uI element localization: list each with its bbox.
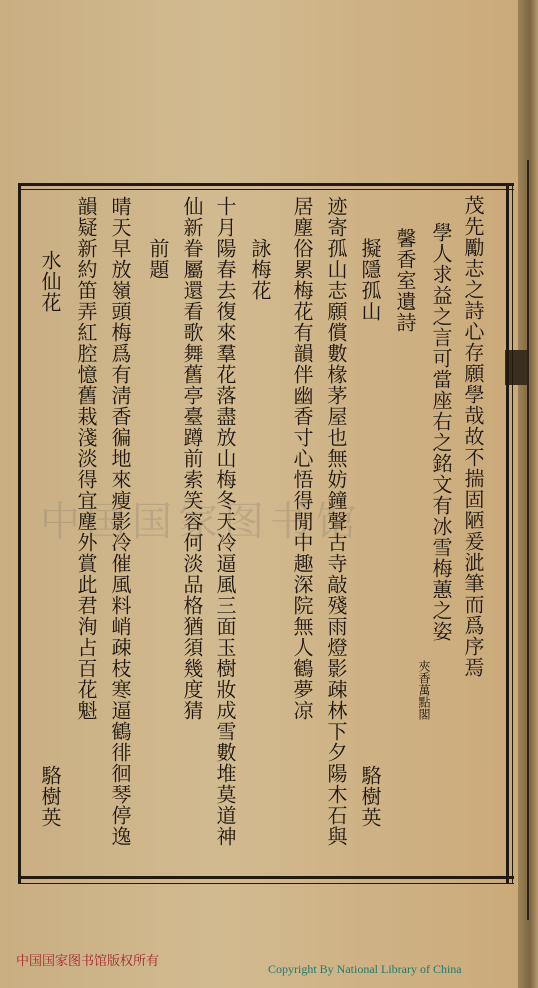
text-column-8: 十月陽春去復來羣花落盡放山梅冬天冷逼風三面玉樹妝成雪數堆莫道神 <box>213 196 237 847</box>
frame-top-border-inner <box>18 189 514 190</box>
frame-bottom-border-inner <box>18 883 514 884</box>
watermark: 中国国家图书馆 <box>40 499 362 545</box>
frame-bottom-border <box>18 876 514 879</box>
text-column-7-poem-title: 詠梅花 <box>248 238 272 301</box>
text-column-1: 茂先勵志之詩心存願學哉故不揣固陋爰泚筆而爲序焉 <box>461 195 485 678</box>
text-column-6: 居塵俗累梅花有韻伴幽香寸心悟得閒中趣深院無人鶴夢凉 <box>290 196 314 721</box>
text-column-3-title: 馨香室遺詩 <box>393 228 417 333</box>
text-column-9: 仙新眷屬還看歌舞舊亭臺蹲前索笑容何淡品格猶須幾度猜 <box>180 196 204 721</box>
text-column-2: 學人求益之言可當座右之銘文有冰雪梅蕙之姿 <box>429 222 453 642</box>
frame-right-border-inner <box>512 183 513 883</box>
text-column-10-poem-title: 前題 <box>146 238 170 280</box>
text-column-11: 晴天早放嶺頭梅爲有淸香徧地來瘦影冷催風料峭疎枝寒逼鶴徘徊琴停逸 <box>108 196 132 847</box>
text-column-12: 韻疑新約笛弄紅腔憶舊栽淺淡得宜塵外賞此君洵占百花魁 <box>74 196 98 721</box>
text-column-4-poem-title: 擬隱孤山 <box>358 238 382 322</box>
frame-left-border <box>18 183 21 883</box>
spine-line <box>527 160 529 920</box>
text-column-2-note: 夾香萬點閣 <box>417 660 431 720</box>
text-column-5: 迹寄孤山志願償數椽茅屋也無妨鐘聲古寺敲殘雨燈影疎林下夕陽木石與 <box>324 196 348 847</box>
copyright-english: Copyright By National Library of China <box>268 962 462 976</box>
copyright-chinese: 中国国家图书馆版权所有 <box>16 954 160 969</box>
text-column-4-author: 駱樹英 <box>358 765 382 828</box>
text-column-13-poem-title: 水仙花 <box>38 250 62 313</box>
frame-top-border <box>18 183 514 186</box>
text-column-13-author: 駱樹英 <box>38 765 62 828</box>
